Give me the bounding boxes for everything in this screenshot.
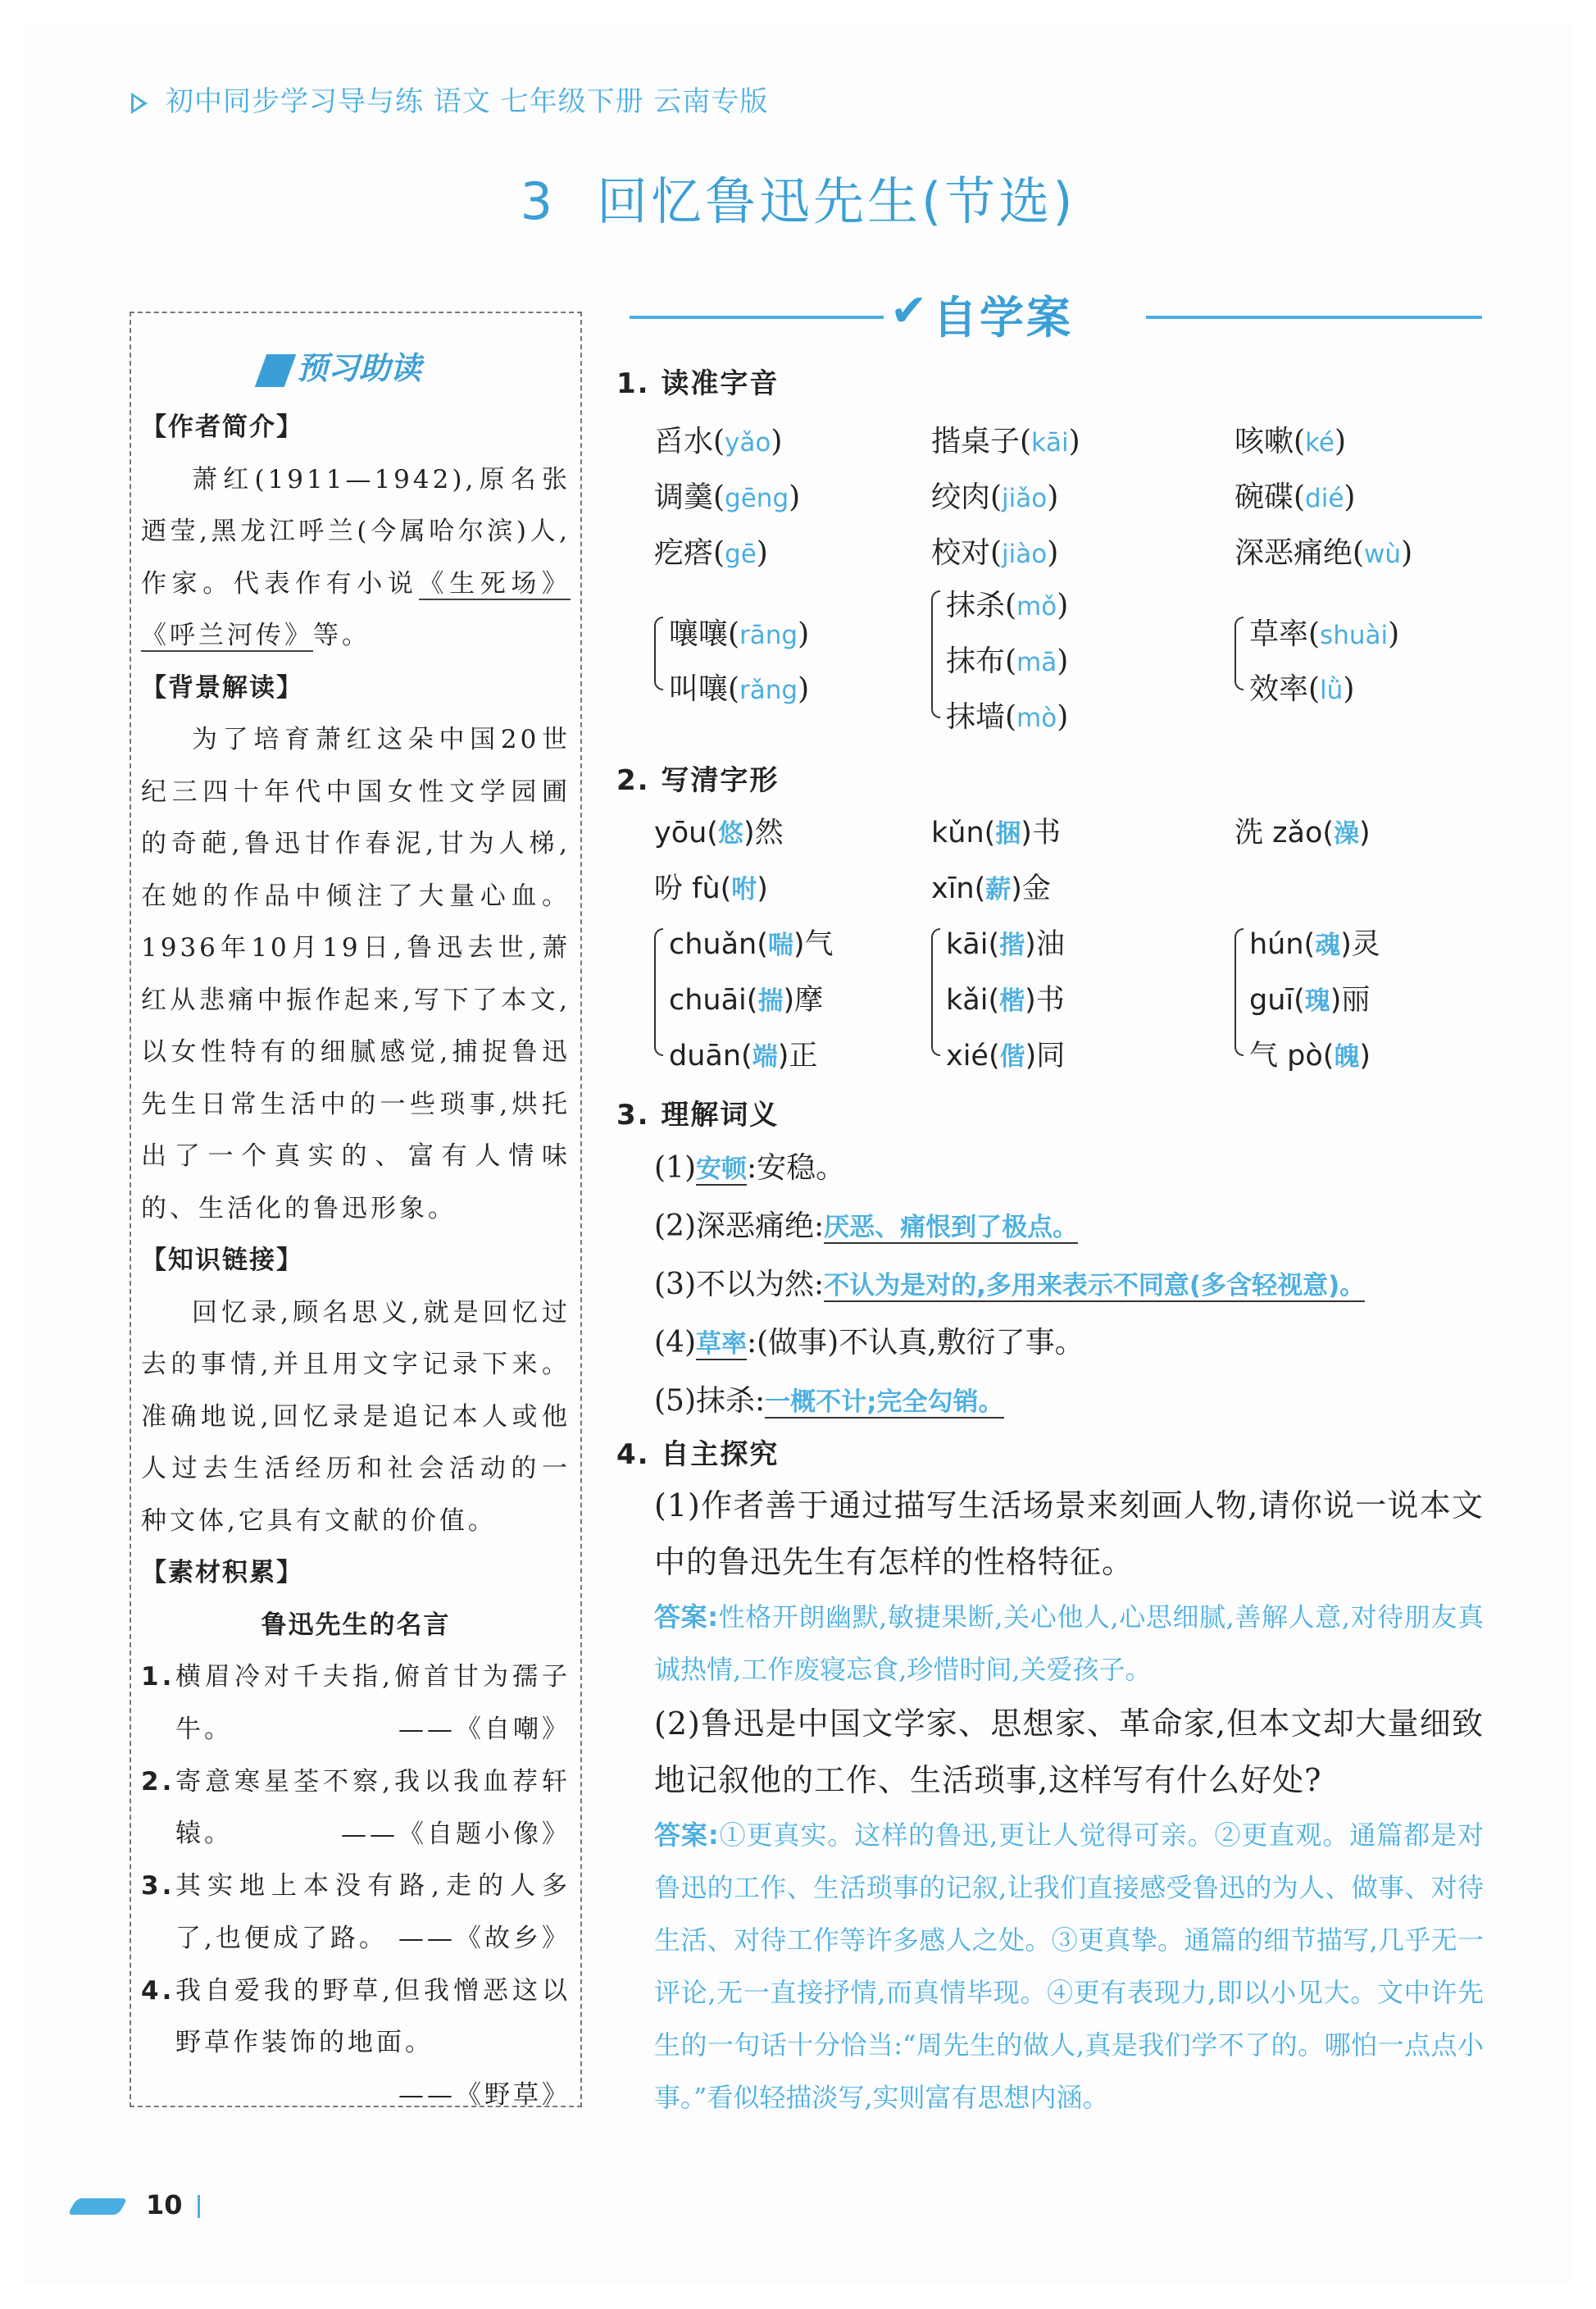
answer-1: 答案:性格开朗幽默,敏捷果断,关心他人,心思细腻,善解人意,对待朋友真诚热情,工作废寝忘食,珍惜时间,关爱孩子。 (654, 1601, 1484, 1685)
section-2-heading: 2. 写清字形 (616, 764, 780, 797)
pron-item: 碗碟(dié) (1235, 480, 1356, 514)
form-item: yōu(悠)然 (654, 817, 784, 849)
flag-icon (255, 354, 297, 387)
pron-item: 抹墙(mò) (946, 700, 1069, 734)
form-item: hún(魂)灵 (1249, 928, 1380, 961)
meaning-item: (1)安顿:安稳。 (654, 1151, 846, 1185)
pron-item: 调羹(gēng) (654, 480, 801, 514)
pron-item: 舀水(yǎo) (654, 425, 783, 458)
footer-bar (198, 2195, 200, 2218)
question-1: (1)作者善于通过描写生活场景来刻画人物,请你说一说本文中的鲁迅先生有怎样的性格特征。 (654, 1487, 1484, 1580)
header-text: 初中同步学习导与练 语文 七年级下册 云南专版 (166, 85, 769, 118)
form-item: 吩 fù(咐) (654, 872, 768, 905)
form-item: chuǎn(喘)气 (669, 928, 834, 961)
quotes-title: 鲁迅先生的名言 (261, 1610, 451, 1640)
pron-item: 效率(lǜ) (1249, 672, 1355, 706)
quote-item: 3. 其实地上本没有路,走的人多了,也便成了路。 ——《故乡》 (141, 1871, 571, 1953)
meaning-item: (5)抹杀:一概不计;完全勾销。 (654, 1384, 1004, 1418)
work-title-2: 《呼兰河传》 (141, 621, 313, 650)
pron-item: 咳嗽(ké) (1235, 425, 1347, 458)
background-paragraph: 为了培育萧红这朵中国20世纪三四十年代中国女性文学园圃的奇葩,鲁迅甘作春泥,甘为人梯,在她的作品中倾注了大量心血。1936年10月19日,鲁迅去世,萧红从悲痛中振作起来,写下了本文,以女性特有的细腻感觉,捕捉鲁迅先生日常生活中的一些琐事,烘托出了一个真实的、富有人情味的、生活化的鲁迅形象。 (141, 725, 571, 1223)
group-brace (654, 617, 663, 690)
form-item: kāi(揩)油 (946, 928, 1065, 961)
pron-item: 揩桌子(kāi) (931, 425, 1080, 458)
form-item: 气 pò(魄) (1249, 1040, 1371, 1073)
meaning-item: (4)草率:(做事)不认真,敷衍了事。 (654, 1326, 1084, 1359)
inquiry-block (654, 1478, 1484, 2124)
work-title-1: 《生死场》 (418, 568, 571, 599)
author-paragraph: 萧红(1911—1942),原名张迺莹,黑龙江呼兰(今属哈尔滨)人,作家。代表作有小说《生死场》《呼兰河传》等。 (141, 464, 571, 650)
word-meaning-list (654, 1140, 1482, 1431)
section-1-heading: 1. 读准字音 (616, 367, 780, 400)
lesson-title (0, 161, 1596, 234)
form-item: guī(瑰)丽 (1249, 984, 1371, 1017)
pron-item: 校对(jiào) (931, 536, 1059, 570)
lesson-number: 3 (520, 171, 557, 231)
form-item: 洗 zǎo(澡) (1235, 817, 1371, 849)
knowledge-paragraph: 回忆录,顾名思义,就是回忆过去的事情,并且用文字记录下来。准确地说,回忆录是追记本人或他人过去生活经历和社会活动的一种文体,它具有文献的价值。 (141, 1297, 571, 1536)
form-item: kǔn(捆)书 (931, 817, 1061, 849)
answer-2: 答案:①更真实。这样的鲁迅,更让人觉得可亲。②更直观。通篇都是对鲁迅的工作、生活琐事的记叙,让我们直接感受鲁迅的为人、做事、对待生活、对待工作等许多感人之处。③更真挚。通篇的细节描写,几乎无一评论,无一直接抒情,而真情毕现。④更有表现力,即以小见大。文中许先生的一句话十分恰当:“周先生的做人,真是我们学不了的。哪怕一点点小事。”看似轻描淡写,实则富有思想内涵。 (654, 1819, 1484, 2113)
sidebar-content (141, 402, 571, 2121)
form-item: kǎi(楷)书 (946, 984, 1065, 1017)
pron-item: 抹布(mā) (946, 644, 1069, 678)
form-item: xīn(薪)金 (931, 872, 1051, 905)
pron-item: 抹杀(mǒ) (946, 589, 1069, 622)
pron-item: 叫嚷(rǎng) (669, 672, 810, 706)
material-section-heading: 【素材积累】 (141, 1558, 303, 1587)
page-tab-icon (67, 2198, 128, 2215)
self-study-title: 自学案 (933, 292, 1073, 344)
meaning-item: (2)深恶痛绝:厌恶、痛恨到了极点。 (654, 1209, 1079, 1243)
preview-heading (261, 343, 421, 388)
section-3-heading: 3. 理解词义 (616, 1099, 780, 1132)
group-brace (1235, 928, 1244, 1056)
book-header (131, 79, 768, 119)
group-brace (654, 928, 663, 1056)
meaning-item: (3)不以为然:不认为是对的,多用来表示不同意(多含轻视意)。 (654, 1268, 1366, 1301)
play-triangle-icon (131, 93, 148, 114)
form-item: duān(端)正 (669, 1040, 818, 1073)
question-2: (2)鲁迅是中国文学家、思想家、革命家,但本文却大量细致地记叙他的工作、生活琐事,这样写有什么好处? (654, 1706, 1484, 1798)
pron-item: 草率(shuài) (1249, 617, 1400, 651)
form-item: xié(偕)同 (946, 1040, 1066, 1073)
self-study-banner (630, 283, 1482, 344)
quote-item: 2. 寄意寒星荃不察,我以我血荐轩辕。 ——《自题小像》 (141, 1766, 571, 1849)
checkmark-icon: ✔ (890, 285, 928, 336)
banner-rule-left (630, 316, 884, 319)
group-brace (931, 928, 940, 1056)
banner-rule-right (1146, 316, 1482, 319)
pron-item: 深恶痛绝(wù) (1235, 536, 1413, 570)
preview-heading-text: 预习助读 (297, 350, 422, 386)
quote-item: 1. 横眉冷对千夫指,俯首甘为孺子牛。 ——《自嘲》 (141, 1662, 571, 1744)
page-footer (72, 2189, 200, 2220)
pron-item: 嚷嚷(rāng) (669, 617, 810, 651)
author-section-heading: 【作者简介】 (141, 412, 303, 442)
knowledge-section-heading: 【知识链接】 (141, 1246, 303, 1275)
pron-item: 绞肉(jiǎo) (931, 480, 1059, 514)
quote-item: 4. 我自爱我的野草,但我憎恶这以野草作装饰的地面。 ——《野草》 (141, 1975, 571, 2110)
group-brace (931, 590, 940, 718)
page-number: 10 (146, 2189, 183, 2220)
background-section-heading: 【背景解读】 (141, 672, 303, 703)
section-4-heading: 4. 自主探究 (616, 1438, 780, 1471)
group-brace (1235, 617, 1244, 690)
pron-item: 疙瘩(gē) (654, 536, 768, 570)
lesson-title-text: 回忆鲁迅先生(节选) (597, 171, 1076, 231)
form-item: chuāi(揣)摩 (669, 984, 824, 1017)
